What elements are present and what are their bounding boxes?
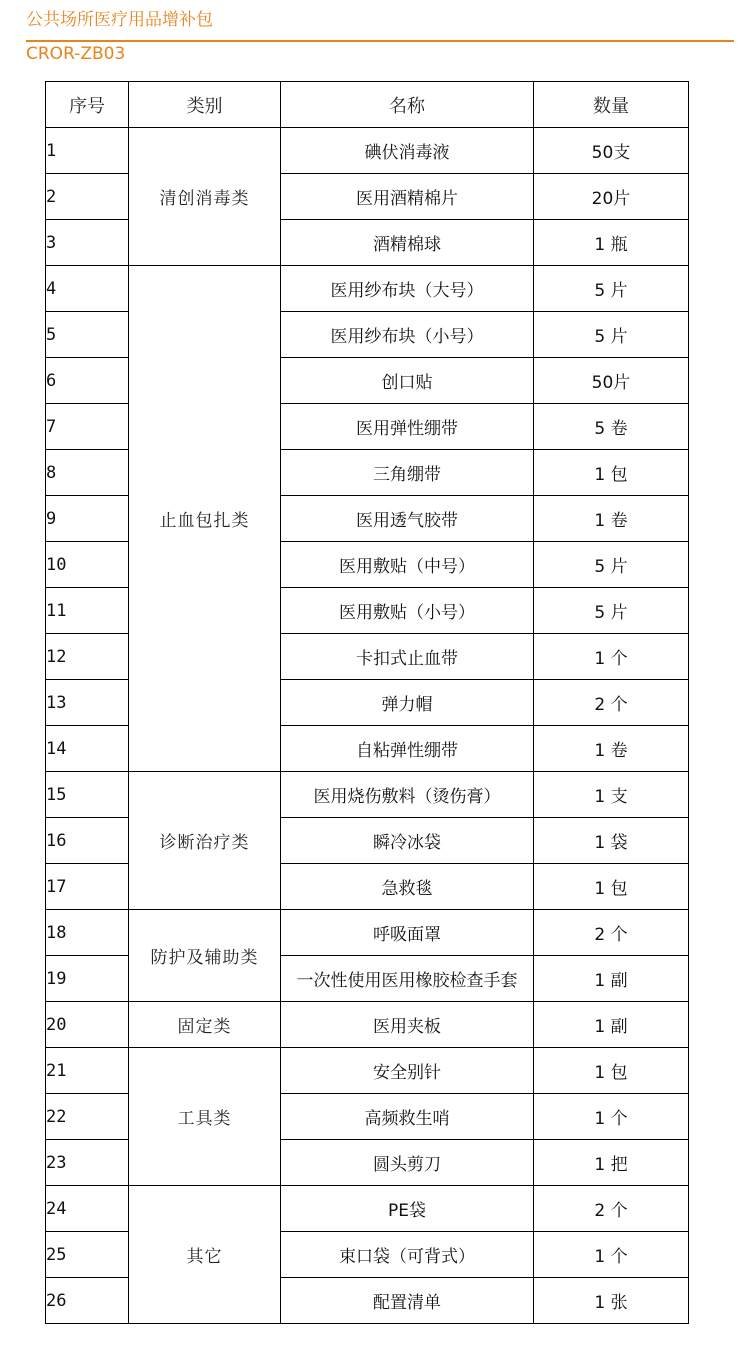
item-name: 创口贴 <box>281 358 534 404</box>
item-quantity: 1 个 <box>534 1094 689 1140</box>
item-quantity: 20片 <box>534 174 689 220</box>
row-number: 25 <box>46 1232 129 1278</box>
col-header-name: 名称 <box>281 82 534 128</box>
item-name: 安全别针 <box>281 1048 534 1094</box>
item-quantity: 50片 <box>534 358 689 404</box>
item-name: 医用烧伤敷料（烫伤膏） <box>281 772 534 818</box>
item-quantity: 5 片 <box>534 542 689 588</box>
item-name: 医用纱布块（大号） <box>281 266 534 312</box>
table-row <box>46 1002 689 1048</box>
table-header-row <box>46 82 689 128</box>
item-name: 配置清单 <box>281 1278 534 1324</box>
table-row <box>46 910 689 956</box>
item-name: 呼吸面罩 <box>281 910 534 956</box>
item-quantity: 5 卷 <box>534 404 689 450</box>
row-number: 11 <box>46 588 129 634</box>
row-number: 19 <box>46 956 129 1002</box>
item-quantity: 1 瓶 <box>534 220 689 266</box>
row-number: 12 <box>46 634 129 680</box>
table-row <box>46 266 689 312</box>
item-quantity: 2 个 <box>534 1186 689 1232</box>
category-cell: 止血包扎类 <box>129 266 281 772</box>
item-quantity: 1 副 <box>534 956 689 1002</box>
item-quantity: 1 卷 <box>534 726 689 772</box>
row-number: 13 <box>46 680 129 726</box>
row-number: 21 <box>46 1048 129 1094</box>
category-cell: 工具类 <box>129 1048 281 1186</box>
category-cell: 固定类 <box>129 1002 281 1048</box>
supply-list-table <box>45 81 689 1324</box>
row-number: 1 <box>46 128 129 174</box>
category-cell: 其它 <box>129 1186 281 1324</box>
category-cell: 清创消毒类 <box>129 128 281 266</box>
col-header-quantity: 数量 <box>534 82 689 128</box>
product-code: CROR-ZB03 <box>26 44 126 64</box>
item-name: 医用酒精棉片 <box>281 174 534 220</box>
item-name: 一次性使用医用橡胶检查手套 <box>281 956 534 1002</box>
item-quantity: 1 包 <box>534 450 689 496</box>
item-name: 医用透气胶带 <box>281 496 534 542</box>
row-number: 20 <box>46 1002 129 1048</box>
item-name: 医用弹性绷带 <box>281 404 534 450</box>
row-number: 5 <box>46 312 129 358</box>
category-cell: 诊断治疗类 <box>129 772 281 910</box>
item-quantity: 1 副 <box>534 1002 689 1048</box>
col-header-category: 类别 <box>129 82 281 128</box>
table-row <box>46 1048 689 1094</box>
row-number: 16 <box>46 818 129 864</box>
row-number: 15 <box>46 772 129 818</box>
item-name: 自粘弹性绷带 <box>281 726 534 772</box>
row-number: 7 <box>46 404 129 450</box>
item-name: 圆头剪刀 <box>281 1140 534 1186</box>
item-quantity: 5 片 <box>534 588 689 634</box>
row-number: 6 <box>46 358 129 404</box>
item-quantity: 1 把 <box>534 1140 689 1186</box>
item-name: 三角绷带 <box>281 450 534 496</box>
row-number: 26 <box>46 1278 129 1324</box>
item-name: 碘伏消毒液 <box>281 128 534 174</box>
row-number: 18 <box>46 910 129 956</box>
row-number: 23 <box>46 1140 129 1186</box>
table-row <box>46 128 689 174</box>
item-quantity: 1 支 <box>534 772 689 818</box>
item-quantity: 1 个 <box>534 634 689 680</box>
row-number: 17 <box>46 864 129 910</box>
item-name: 高频救生哨 <box>281 1094 534 1140</box>
item-name: PE袋 <box>281 1186 534 1232</box>
item-name: 急救毯 <box>281 864 534 910</box>
item-quantity: 1 包 <box>534 1048 689 1094</box>
item-name: 弹力帽 <box>281 680 534 726</box>
item-quantity: 1 袋 <box>534 818 689 864</box>
row-number: 4 <box>46 266 129 312</box>
item-quantity: 5 片 <box>534 266 689 312</box>
item-quantity: 2 个 <box>534 910 689 956</box>
item-quantity: 1 张 <box>534 1278 689 1324</box>
item-quantity: 1 包 <box>534 864 689 910</box>
header-divider <box>26 40 734 42</box>
row-number: 10 <box>46 542 129 588</box>
row-number: 9 <box>46 496 129 542</box>
item-quantity: 5 片 <box>534 312 689 358</box>
row-number: 3 <box>46 220 129 266</box>
table-row <box>46 772 689 818</box>
item-name: 束口袋（可背式） <box>281 1232 534 1278</box>
item-name: 医用夹板 <box>281 1002 534 1048</box>
item-quantity: 50支 <box>534 128 689 174</box>
row-number: 22 <box>46 1094 129 1140</box>
row-number: 8 <box>46 450 129 496</box>
item-name: 瞬冷冰袋 <box>281 818 534 864</box>
item-quantity: 1 卷 <box>534 496 689 542</box>
item-quantity: 2 个 <box>534 680 689 726</box>
category-cell: 防护及辅助类 <box>129 910 281 1002</box>
document-title: 公共场所医疗用品增补包 <box>26 10 213 30</box>
item-name: 卡扣式止血带 <box>281 634 534 680</box>
item-name: 医用敷贴（小号） <box>281 588 534 634</box>
row-number: 14 <box>46 726 129 772</box>
item-name: 医用敷贴（中号） <box>281 542 534 588</box>
table-row <box>46 1186 689 1232</box>
col-header-number: 序号 <box>46 82 129 128</box>
item-name: 医用纱布块（小号） <box>281 312 534 358</box>
item-name: 酒精棉球 <box>281 220 534 266</box>
row-number: 24 <box>46 1186 129 1232</box>
row-number: 2 <box>46 174 129 220</box>
item-quantity: 1 个 <box>534 1232 689 1278</box>
table-body <box>46 128 689 1324</box>
